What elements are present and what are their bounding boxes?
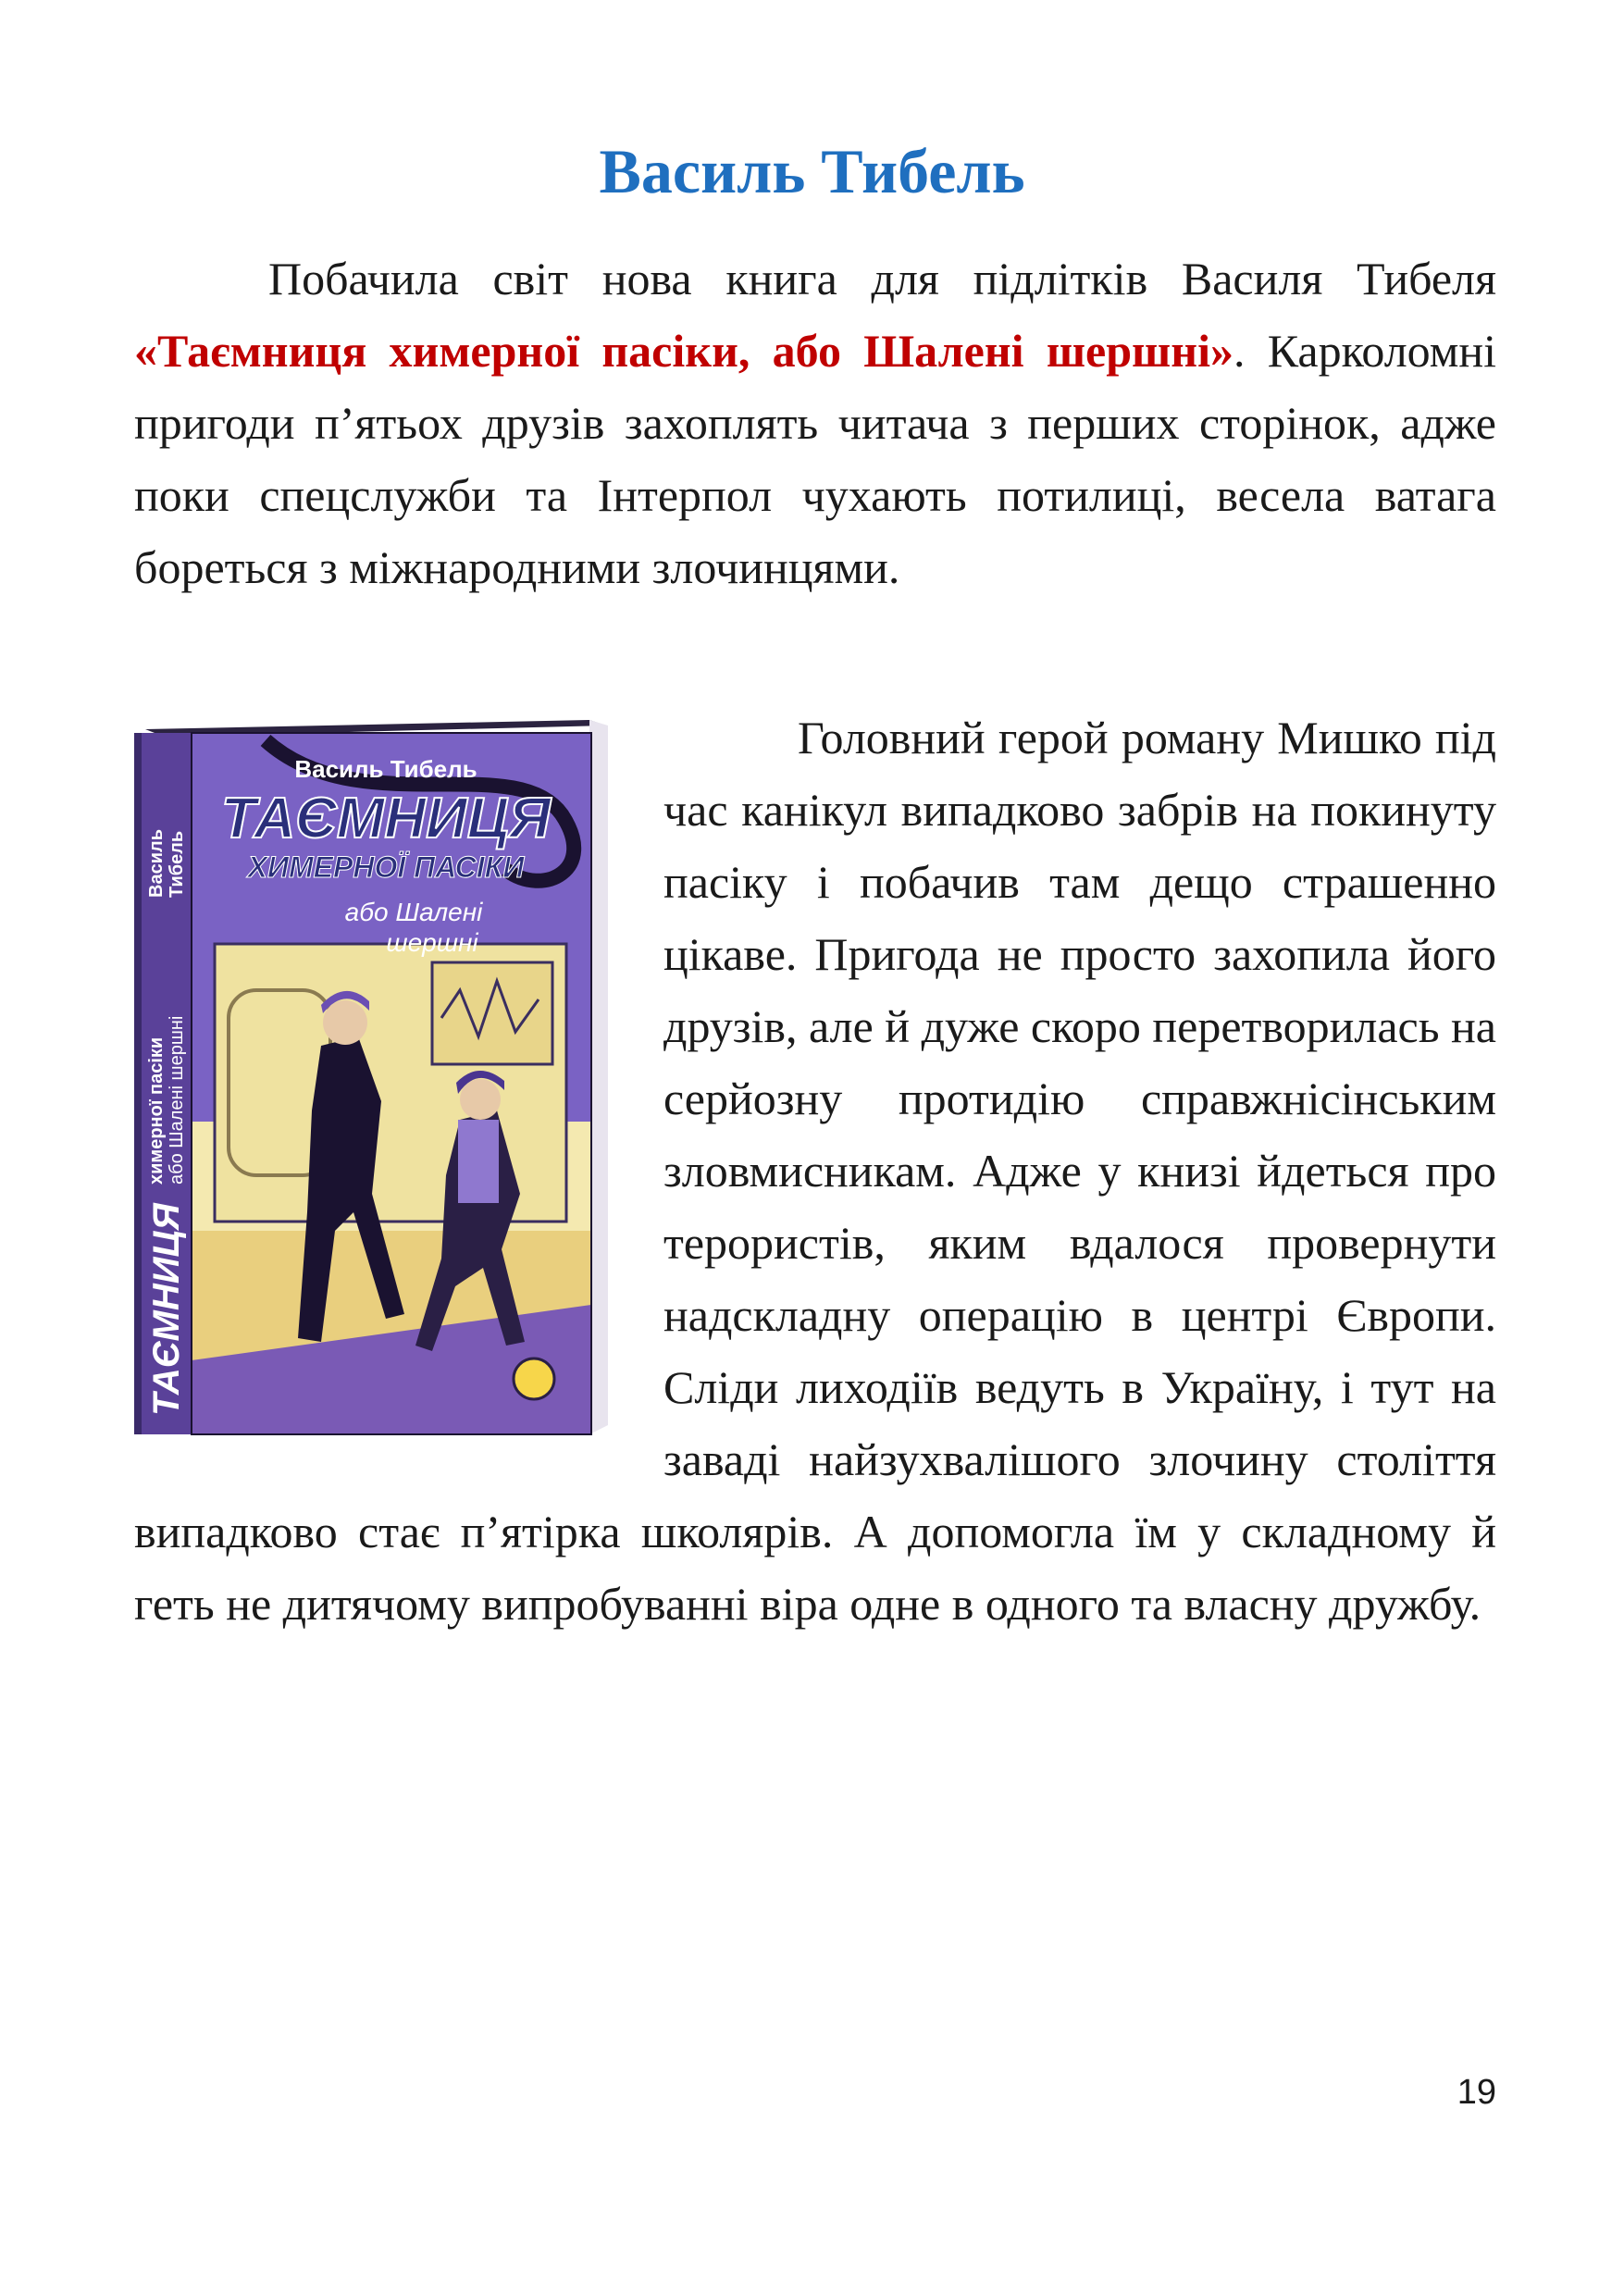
page-title: Василь Тибель xyxy=(599,136,1025,206)
intro-text-after: . Карколомні пригоди п’ятьох друзів захоплять читача з перших сторінок, адже поки спецслужби та Інтерпол чухають потилиці, весела ватага бореться з міжнародними злочинцями. xyxy=(134,325,1497,593)
intro-paragraph xyxy=(134,242,1496,603)
cover-title-main: ТАЄМНИЦЯ xyxy=(220,787,552,850)
body-block xyxy=(134,701,1496,1640)
cover-title-sub: ХИМЕРНОЇ ПАСІКИ xyxy=(247,850,525,884)
intro-text-before: Побачила світ нова книга для підлітків Василя Тибеля xyxy=(268,253,1496,304)
cover-subtitle-1: або Шалені xyxy=(344,898,483,926)
cover-subtitle-2: шершні xyxy=(386,928,478,957)
spine-sub-2: або Шалені шершні xyxy=(167,1015,187,1185)
page-number: 19 xyxy=(1457,2073,1496,2112)
book-cover-image xyxy=(127,701,634,1453)
spine-sub-1: химерної пасіки xyxy=(146,1036,167,1185)
spine-title: ТАЄМНИЦЯ xyxy=(146,1203,187,1416)
spine-author-1: Василь xyxy=(146,829,167,898)
body-paragraph: Головний герой роману Мишко під час канікул випадково забрів на покинуту пасіку і побачив там дещо страшенно цікаве. Пригода не просто захопила його друзів, але й дуже скоро перетворилась на серйозну протидію справжнісінським зловмисникам. Адже у книзі йдеться про терористів, яким вдалося провернути надскладну операцію в центрі Європи. Сліди лиходіїв ведуть в Україну, і тут на заваді найзухвалішого злочину століття випадково стає п’ятірка школярів. А допомогла їм у складному й геть не дитячому випробуванні віра одне в одного та власну дружбу. xyxy=(134,712,1496,1630)
publisher-logo-icon xyxy=(514,1358,554,1399)
spine-author-2: Тибель xyxy=(167,830,187,898)
cover-author: Василь Тибель xyxy=(294,755,477,783)
book-title: «Таємниця химерної пасіки, або Шалені шершні» xyxy=(134,325,1233,377)
